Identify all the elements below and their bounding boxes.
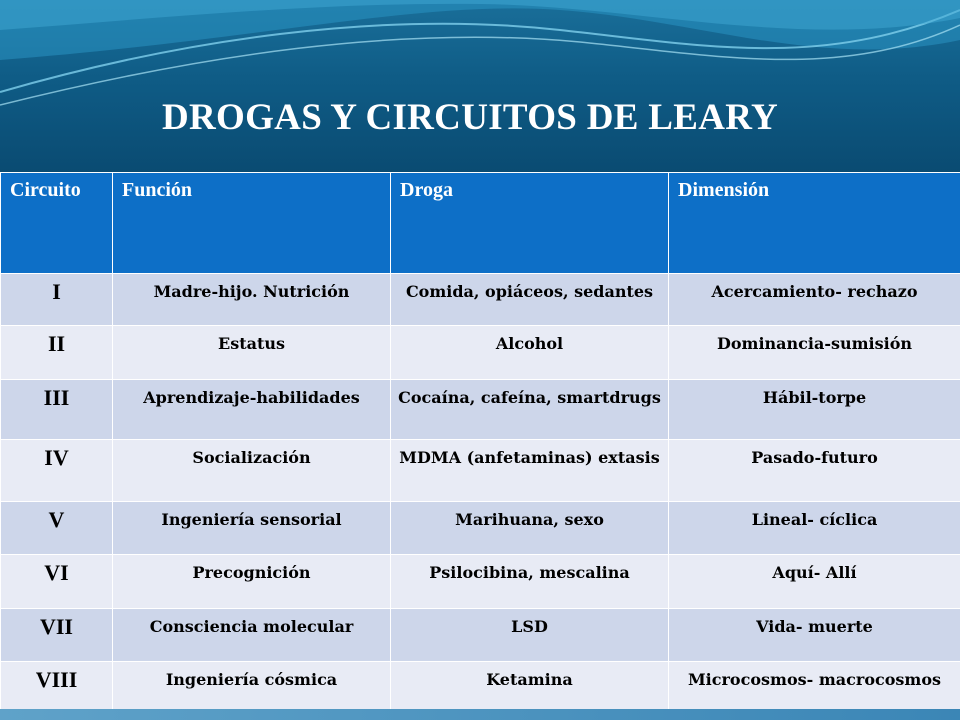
table-row xyxy=(1,380,960,440)
cell-circuito: VII xyxy=(1,609,113,662)
cell-droga: Marihuana, sexo xyxy=(391,502,669,555)
cell-droga: Comida, opiáceos, sedantes xyxy=(391,274,669,326)
cell-droga: MDMA (anfetaminas) extasis xyxy=(391,440,669,502)
footer-bar xyxy=(0,709,960,720)
cell-droga: Cocaína, cafeína, smartdrugs xyxy=(391,380,669,440)
cell-dimension: Microcosmos- macrocosmos xyxy=(669,662,960,718)
cell-circuito: I xyxy=(1,274,113,326)
header-dimension: Dimensión xyxy=(669,173,960,274)
header-funcion: Función xyxy=(113,173,391,274)
cell-funcion: Ingeniería cósmica xyxy=(113,662,391,718)
table-header-row xyxy=(1,173,960,274)
cell-dimension: Acercamiento- rechazo xyxy=(669,274,960,326)
cell-dimension: Lineal- cíclica xyxy=(669,502,960,555)
table-row xyxy=(1,440,960,502)
table-row xyxy=(1,326,960,380)
cell-funcion: Socialización xyxy=(113,440,391,502)
leary-table xyxy=(0,172,960,718)
cell-droga: LSD xyxy=(391,609,669,662)
cell-circuito: VI xyxy=(1,555,113,609)
cell-circuito: V xyxy=(1,502,113,555)
cell-dimension: Dominancia-sumisión xyxy=(669,326,960,380)
cell-circuito: IV xyxy=(1,440,113,502)
cell-dimension: Pasado-futuro xyxy=(669,440,960,502)
cell-dimension: Hábil-torpe xyxy=(669,380,960,440)
wave-decoration xyxy=(0,0,960,172)
cell-circuito: II xyxy=(1,326,113,380)
table-row xyxy=(1,609,960,662)
cell-funcion: Aprendizaje-habilidades xyxy=(113,380,391,440)
cell-droga: Psilocibina, mescalina xyxy=(391,555,669,609)
cell-funcion: Precognición xyxy=(113,555,391,609)
cell-dimension: Aquí- Allí xyxy=(669,555,960,609)
cell-funcion: Estatus xyxy=(113,326,391,380)
header-circuito: Circuito xyxy=(1,173,113,274)
cell-droga: Alcohol xyxy=(391,326,669,380)
page-title: DROGAS Y CIRCUITOS DE LEARY xyxy=(161,97,779,138)
table-row xyxy=(1,274,960,326)
cell-circuito: III xyxy=(1,380,113,440)
title-banner xyxy=(0,0,960,172)
cell-funcion: Madre-hijo. Nutrición xyxy=(113,274,391,326)
table-row xyxy=(1,502,960,555)
cell-dimension: Vida- muerte xyxy=(669,609,960,662)
cell-funcion: Ingeniería sensorial xyxy=(113,502,391,555)
table-row xyxy=(1,555,960,609)
header-droga: Droga xyxy=(391,173,669,274)
cell-circuito: VIII xyxy=(1,662,113,718)
cell-funcion: Consciencia molecular xyxy=(113,609,391,662)
cell-droga: Ketamina xyxy=(391,662,669,718)
